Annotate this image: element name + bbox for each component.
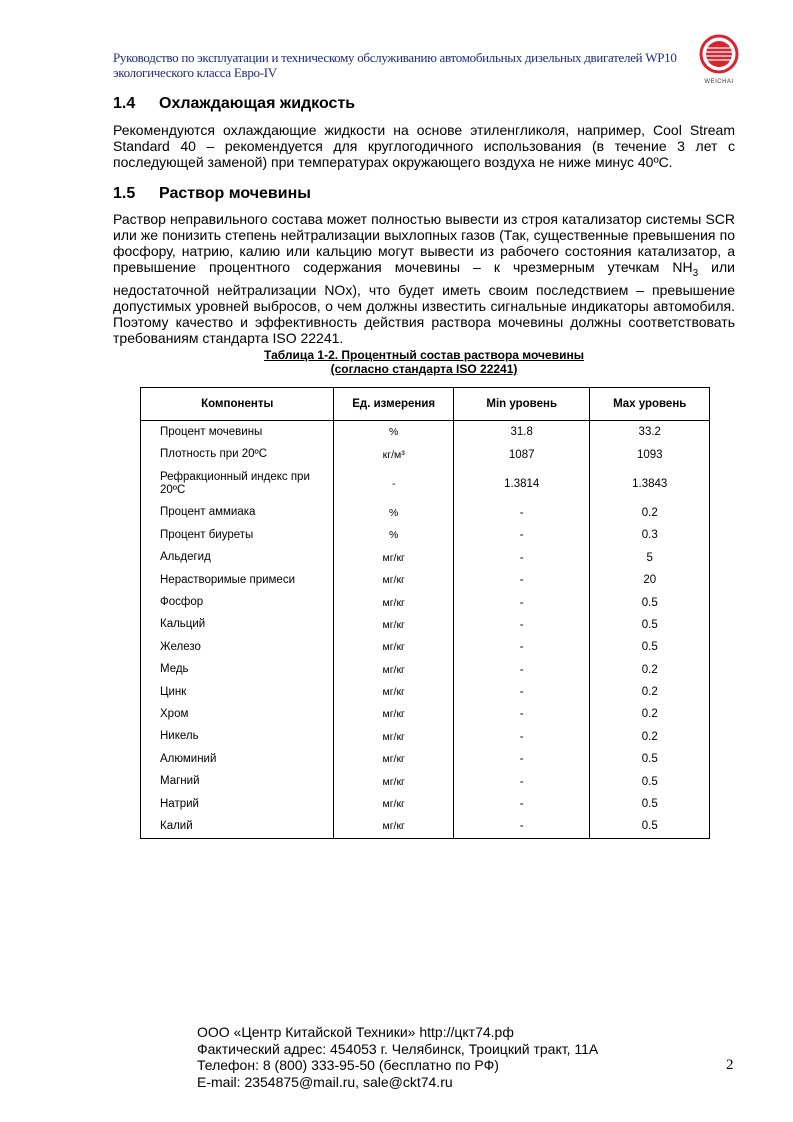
table-cell: - — [453, 636, 590, 658]
table-cell: 0.3 — [590, 524, 710, 546]
weichai-logo-icon — [699, 34, 739, 74]
table-cell: 0.2 — [590, 703, 710, 725]
table-cell: мг/кг — [334, 547, 453, 569]
table-cell: Кальций — [160, 618, 206, 631]
table-cell: - — [453, 659, 590, 681]
table-cell: 33.2 — [590, 421, 710, 444]
table-row — [141, 636, 710, 658]
table-row — [141, 547, 710, 569]
table-cell: - — [453, 569, 590, 591]
section-heading-1-4: 1.4 Охлаждающая жидкость — [113, 95, 356, 112]
table-row — [141, 770, 710, 792]
table-cell: 0.2 — [590, 659, 710, 681]
coolant-paragraph: Рекомендуются охлаждающие жидкости на основе этиленгликоля, например, Cool Stream Standard 40 – рекомендуется для круглогодичного использования (в течение 3 лет с последующей заменой) при температурах окружающего воздуха не ниже минус 40ºС. — [113, 122, 735, 170]
table-cell: Плотность при 20ºС — [160, 448, 268, 461]
table-cell: Альдегид — [160, 551, 211, 564]
table-cell: Процент биуреты — [160, 528, 254, 541]
running-header — [113, 50, 693, 80]
table-cell: 0.5 — [590, 591, 710, 613]
table-cell: мг/кг — [334, 591, 453, 613]
table-cell: мг/кг — [334, 636, 453, 658]
column-header: Min уровень — [453, 388, 590, 421]
table-cell: - — [453, 681, 590, 703]
table-row — [141, 421, 710, 444]
table-cell: 0.5 — [590, 793, 710, 815]
table-cell: Никель — [160, 730, 199, 743]
table-cell: 31.8 — [453, 421, 590, 444]
table-cell: кг/м³ — [334, 443, 453, 465]
table-cell: мг/кг — [334, 681, 453, 703]
table-cell: - — [453, 547, 590, 569]
footer — [197, 1024, 598, 1090]
table-cell: мг/кг — [334, 770, 453, 792]
table-cell: 0.5 — [590, 770, 710, 792]
table-row — [141, 726, 710, 748]
table-cell: 1087 — [453, 443, 590, 465]
table-cell: - — [453, 614, 590, 636]
table-cell: Процент аммиака — [160, 506, 256, 519]
table-cell: % — [334, 421, 453, 444]
table-cell: 0.5 — [590, 815, 710, 838]
table-cell: 5 — [590, 547, 710, 569]
table-cell: Медь — [160, 663, 189, 676]
table-cell: Алюминий — [160, 752, 217, 765]
table-cell: мг/кг — [334, 614, 453, 636]
table-cell: Процент мочевины — [160, 425, 263, 438]
table-cell: 0.5 — [590, 636, 710, 658]
table-row — [141, 569, 710, 591]
table-cell: Натрий — [160, 797, 199, 810]
table-cell: 0.2 — [590, 681, 710, 703]
table-row — [141, 659, 710, 681]
footer-company: ООО «Центр Китайской Техники» http://цкт74.рф — [197, 1024, 514, 1040]
footer-email: E-mail: 2354875@mail.ru, sale@ckt74.ru — [197, 1073, 453, 1090]
table-cell: - — [334, 466, 453, 502]
table-row — [141, 614, 710, 636]
table-cell: Хром — [160, 707, 189, 720]
table-cell: Фосфор — [160, 596, 204, 609]
weichai-logo — [696, 34, 742, 85]
table-cell: 0.5 — [590, 614, 710, 636]
table-row — [141, 703, 710, 725]
table-row — [141, 466, 710, 502]
table-row — [141, 591, 710, 613]
urea-composition-table — [140, 387, 710, 839]
table-cell: 0.5 — [590, 748, 710, 770]
footer-phone: Телефон: 8 (800) 333-95-50 (бесплатно по РФ) — [197, 1057, 499, 1073]
table-cell: - — [453, 748, 590, 770]
table-cell: мг/кг — [334, 748, 453, 770]
column-header: Ед. измерения — [334, 388, 453, 421]
table-cell: 1093 — [590, 443, 710, 465]
table-row — [141, 443, 710, 465]
footer-address: Фактический адрес: 454053 г. Челябинск, Троицкий тракт, 11А — [197, 1040, 599, 1057]
table-cell: - — [453, 770, 590, 792]
table-cell: 1.3843 — [590, 466, 710, 502]
table-cell: 20 — [590, 569, 710, 591]
table-row — [141, 681, 710, 703]
table-cell: Магний — [160, 775, 200, 788]
table-cell: - — [453, 502, 590, 524]
table-cell: - — [453, 524, 590, 546]
table-cell: 0.2 — [590, 502, 710, 524]
table-cell: Нерастворимые примеси — [160, 573, 295, 586]
table-row — [141, 524, 710, 546]
table-cell: 0.2 — [590, 726, 710, 748]
urea-paragraph: Раствор неправильного состава может полностью вывести из строя катализатор системы SCR или же понизить степень нейтрализации выхлопных газов (Так, существенные превышения по фосфору, натрию, калию или кальцию могут вывести из рабочего состояния катализатор, а превышение процентного содержания мочевины – к чрезмерным утечкам $NH_3$ или недостаточной нейтрализации NOx), что будет иметь своим последствием – превышение допустимых уровней выбросов, о чем должны известить сигнальные индикаторы автомобиля. Поэтому качество и эффективность действия раствора мочевины должны соответствовать требованиям стандарта ISO 22241. — [113, 211, 735, 346]
table-cell: мг/кг — [334, 793, 453, 815]
column-header: Компоненты — [141, 388, 334, 421]
table-cell: % — [334, 524, 453, 546]
table-caption: Таблица 1-2. Процентный состав раствора мочевины (согласно стандарта ISO 22241) — [264, 348, 584, 376]
column-header: Max уровень — [590, 388, 710, 421]
section-heading-1-5: 1.5 Раствор мочевины — [113, 185, 311, 202]
table-cell: мг/кг — [334, 726, 453, 748]
logo-text: WEICHAI — [704, 79, 734, 85]
table-row — [141, 815, 710, 838]
table-cell: - — [453, 703, 590, 725]
header-line-1: Руководство по эксплуатации и техническому обслуживанию автомобильных дизельных двигателей WP10 — [113, 50, 677, 65]
table-cell: - — [453, 793, 590, 815]
table-row — [141, 502, 710, 524]
table-cell: % — [334, 502, 453, 524]
table-cell: Цинк — [160, 685, 187, 698]
table-cell: мг/кг — [334, 659, 453, 681]
header-line-2: экологического класса Евро-IV — [113, 65, 277, 80]
table-cell: - — [453, 726, 590, 748]
table-row — [141, 748, 710, 770]
table-cell: мг/кг — [334, 815, 453, 838]
table-cell: мг/кг — [334, 569, 453, 591]
table-cell: - — [453, 591, 590, 613]
table-cell: Калий — [160, 819, 193, 832]
table-cell: 1.3814 — [453, 466, 590, 502]
table-row — [141, 793, 710, 815]
table-cell: Рефракционный индекс при 20ºС — [160, 470, 310, 496]
page-number: 2 — [726, 1057, 734, 1073]
table-cell: Железо — [160, 640, 201, 653]
table-cell: мг/кг — [334, 703, 453, 725]
table-cell: - — [453, 815, 590, 838]
